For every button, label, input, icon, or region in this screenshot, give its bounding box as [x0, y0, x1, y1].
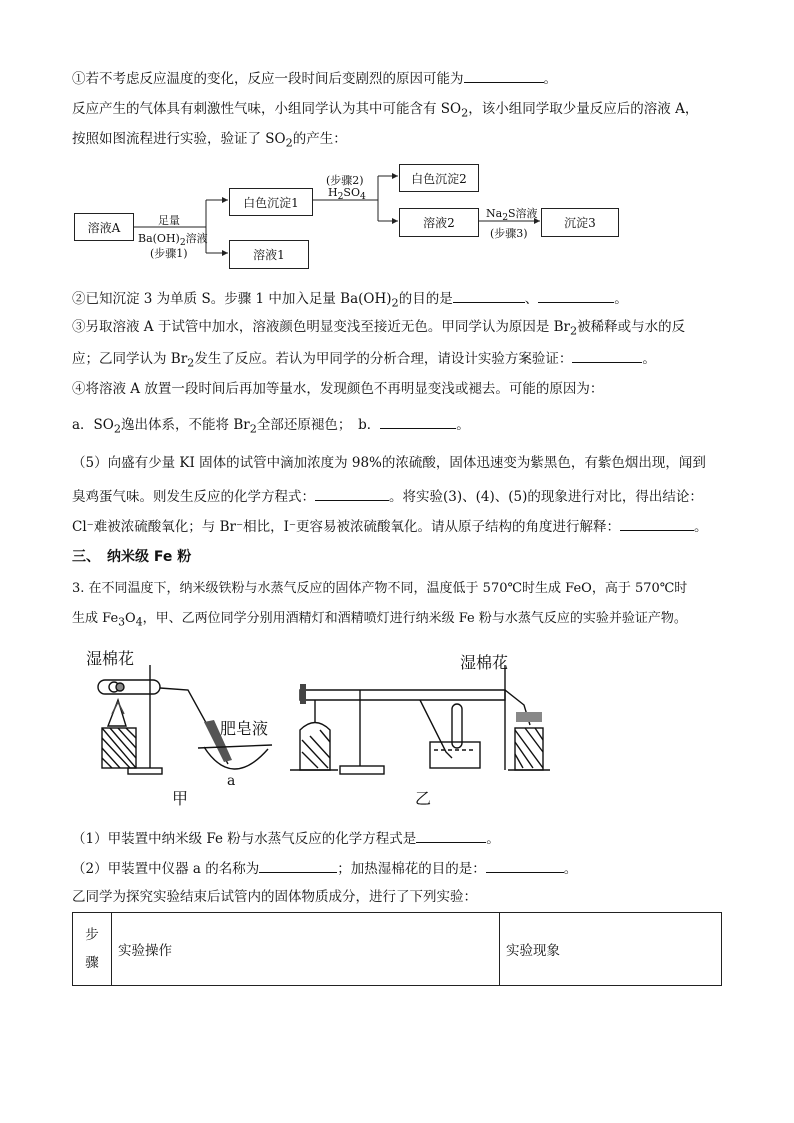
- label-text: (步骤3): [490, 227, 528, 240]
- yi-intro-line: [72, 888, 477, 906]
- label-text: 肥皂液: [220, 719, 269, 738]
- text: （2）甲装置中仪器 a 的名称为: [72, 861, 260, 877]
- experiment-table: [72, 912, 722, 986]
- label-text: 甲: [172, 789, 189, 808]
- text: 。: [694, 519, 708, 535]
- box-label: 溶液1: [253, 248, 285, 262]
- text: ③另取溶液 A 于试管中加水，溶液颜色明显变浅至接近无色。甲同学认为原因是 Br: [72, 319, 570, 335]
- label-text: 足量: [158, 214, 180, 227]
- subscript: 2: [337, 191, 344, 203]
- text: 、: [524, 291, 539, 307]
- subscript: 3: [118, 615, 126, 629]
- test-tube-yi: [300, 690, 505, 700]
- text: 。: [642, 351, 656, 367]
- subscript: 2: [285, 136, 293, 150]
- text: 臭鸡蛋气味。则发生反应的化学方程式：: [72, 489, 315, 505]
- subscript: 4: [359, 191, 366, 203]
- water-trough: [430, 742, 480, 768]
- text: ④将溶液 A 放置一段时间后再加等量水，发现颜色不再明显变浅或褪去。可能的原因为：: [72, 381, 604, 397]
- text: （1）甲装置中纳米级 Fe 粉与水蒸气反应的化学方程式是: [72, 831, 417, 847]
- subscript: 2: [502, 212, 509, 224]
- text: 全部还原褪色； b．: [256, 417, 381, 433]
- label-text: S溶液: [508, 207, 538, 220]
- subscript: 4: [135, 615, 143, 629]
- answer-blank[interactable]: [259, 858, 337, 873]
- label-text: H: [328, 186, 338, 199]
- answer-blank[interactable]: [486, 858, 564, 873]
- subscript: 2: [570, 324, 578, 338]
- fe-question-2: [72, 858, 577, 878]
- text: ①若不考虑反应温度的变化，反应一段时间后变剧烈的原因可能为: [72, 71, 464, 87]
- label-wet-cotton-left: [86, 650, 134, 668]
- delivery-tube-jia: [160, 688, 228, 764]
- label-wet-cotton-right: [460, 654, 508, 672]
- text: 应；乙同学认为 Br: [72, 351, 188, 367]
- alcohol-burner: [300, 723, 330, 771]
- header-text: 实验现象: [506, 943, 560, 959]
- label-text: (步骤1): [150, 247, 188, 260]
- text: 反应产生的气体具有刺激性气味，小组同学认为其中可能含有 SO: [72, 101, 462, 117]
- label-text: Na: [486, 207, 503, 220]
- text: 发生了反应。若认为甲同学的分析合理，请设计实验方案验证：: [194, 351, 573, 367]
- text: ；加热湿棉花的目的是：: [337, 861, 486, 877]
- label-text: 乙: [415, 789, 432, 808]
- text: ，该小组同学取少量反应后的溶液 A，: [468, 101, 699, 117]
- header-operation: [112, 913, 500, 986]
- label-text: Ba(OH): [138, 232, 180, 245]
- subscript: 2: [249, 422, 257, 436]
- text: O: [125, 611, 136, 626]
- label-text: 溶液: [185, 232, 208, 245]
- box-label: 白色沉淀2: [411, 171, 467, 186]
- label-yi: [415, 790, 431, 808]
- text: 乙同学为探究实验结束后试管内的固体物质成分，进行了下列实验：: [72, 889, 477, 905]
- box-label: 白色沉淀1: [243, 195, 299, 210]
- header-text: 骤: [85, 955, 99, 971]
- label-soap-solution: [220, 720, 268, 738]
- label-text: 湿棉花: [86, 649, 135, 668]
- subscript: 2: [461, 106, 469, 120]
- text: ②已知沉淀 3 为单质 S。步骤 1 中加入足量 Ba(OH): [72, 291, 392, 307]
- header-step: [73, 913, 112, 986]
- evaporating-dish: [204, 747, 268, 769]
- fe-question-1: [72, 828, 500, 848]
- label-text: a: [227, 773, 236, 789]
- box-label: 溶液2: [423, 216, 455, 230]
- text: 。: [456, 417, 470, 433]
- subscript: 2: [391, 296, 399, 310]
- text: 。: [563, 861, 578, 877]
- label-text: (步骤2): [326, 174, 364, 187]
- text: 被稀释或与水的反: [577, 319, 686, 335]
- text: 按照如图流程进行实验，验证了 SO: [72, 131, 286, 147]
- text: 的产生：: [292, 131, 347, 147]
- subscript: 2: [113, 422, 122, 436]
- subscript: 2: [187, 356, 195, 370]
- text: 逸出体系，不能将 Br: [121, 417, 250, 433]
- text: 。将实验(3)、(4)、(5)的现象进行对比，得出结论：: [389, 489, 703, 505]
- text: ，甲、乙两位同学分别用酒精灯和酒精喷灯进行纳米级 Fe 粉与水蒸气反应的实验并验证产物。: [142, 611, 687, 626]
- label-a: [227, 772, 235, 790]
- text: 。: [614, 291, 628, 307]
- header-phenomenon: [500, 913, 722, 986]
- box-label: 沉淀3: [564, 216, 596, 230]
- subscript: 2: [179, 237, 186, 249]
- table-header-row: [73, 913, 722, 986]
- text: a．SO: [72, 417, 114, 433]
- label-text: SO: [343, 186, 360, 199]
- text: 的目的是: [398, 291, 453, 307]
- text: （5）向盛有少量 KI 固体的试管中滴加浓度为 98%的浓硫酸，固体迅速变为紫黑色，有紫色烟出现，闻到: [72, 455, 706, 471]
- question-1-line: ①若不考虑反应温度的变化，反应一段时间后变剧烈的原因可能为 。: [72, 68, 557, 88]
- header-text: 实验操作: [118, 943, 172, 959]
- text: Cl⁻难被浓硫酸氧化；与 Br⁻相比，I⁻更容易被浓硫酸氧化。请从原子结构的角度进行解释：: [72, 519, 621, 535]
- label-jia: [172, 790, 188, 808]
- header-text: 步: [85, 927, 99, 943]
- answer-blank[interactable]: [416, 828, 486, 843]
- label-text: 湿棉花: [460, 653, 509, 672]
- box-label: 溶液A: [87, 220, 121, 235]
- text: 3. 在不同温度下，纳米级铁粉与水蒸气反应的固体产物不同，温度低于 570℃时生成 FeO，高于 570℃时: [72, 581, 688, 596]
- text: 生成 Fe: [72, 611, 119, 626]
- text: 。: [486, 831, 500, 847]
- heading-text: 三、 纳米级 Fe 粉: [72, 549, 192, 565]
